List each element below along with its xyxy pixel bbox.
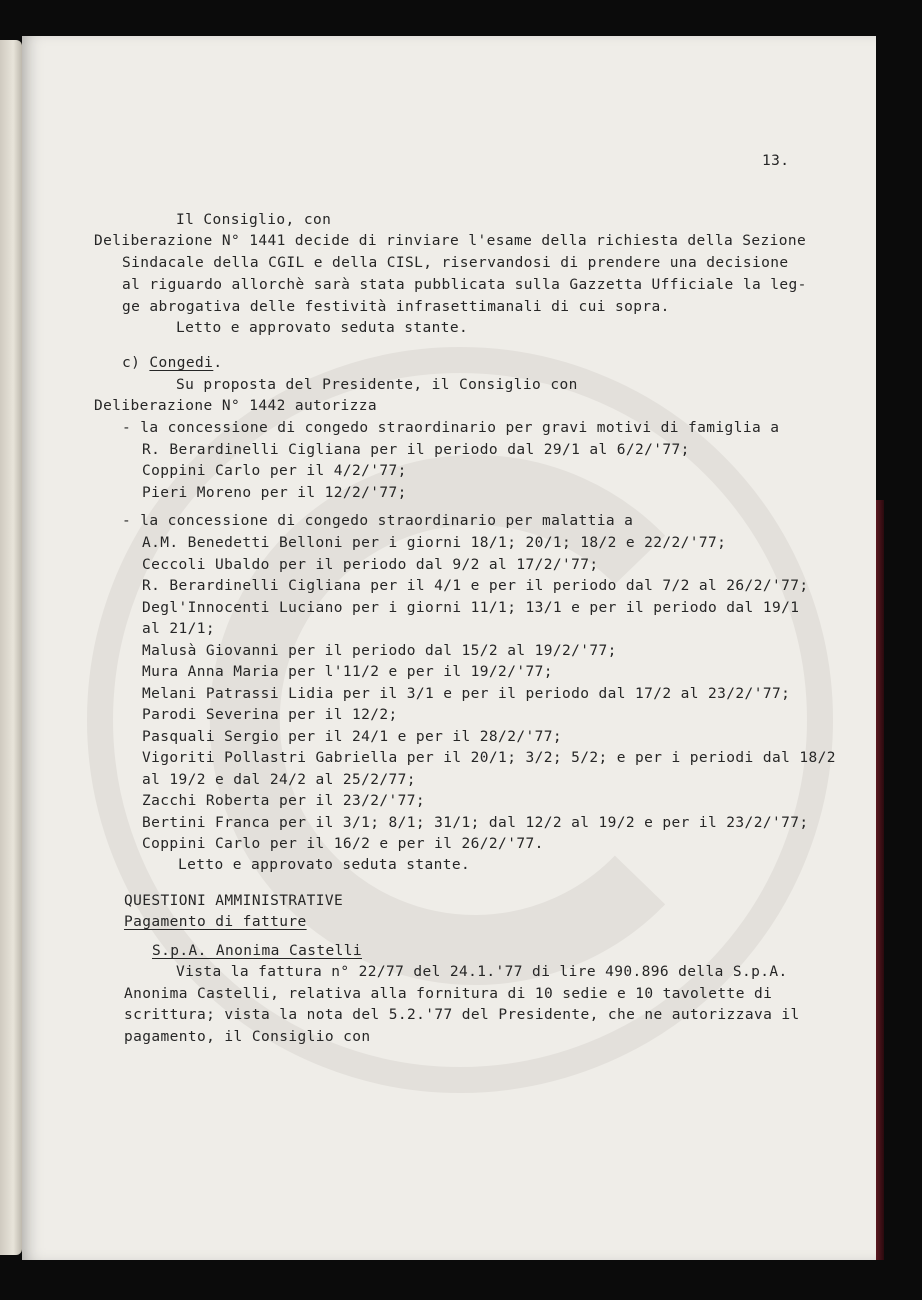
text-line: Letto e approvato seduta stante.: [178, 857, 471, 873]
text-line: Su proposta del Presidente, il Consiglio con: [176, 377, 578, 393]
text-line: ge abrogativa delle festività infrasettimanali di cui sopra.: [122, 299, 670, 315]
text-line: scrittura; vista la nota del 5.2.'77 del Presidente, che ne autorizzava il: [124, 1007, 800, 1023]
text-line: Deliberazione N° 1442 autorizza: [94, 398, 378, 414]
text-line: Sindacale della CGIL e della CISL, riservandosi di prendere una decisione: [122, 255, 789, 271]
text-line: pagamento, il Consiglio con: [124, 1029, 371, 1045]
text-line: Anonima Castelli, relativa alla fornitura di 10 sedie e 10 tavolette di: [124, 986, 773, 1002]
text-line: Vigoriti Pollastri Gabriella per il 20/1; 3/2; 5/2; e per i periodi dal 18/2: [142, 750, 836, 766]
page-number: 13.: [762, 153, 790, 169]
text-line: R. Berardinelli Cigliana per il 4/1 e per il periodo dal 7/2 al 26/2/'77;: [142, 578, 809, 594]
text-line: al 19/2 e dal 24/2 al 25/2/77;: [142, 772, 416, 788]
text-line: Mura Anna Maria per l'11/2 e per il 19/2/'77;: [142, 664, 553, 680]
text-line: Melani Patrassi Lidia per il 3/1 e per il periodo dal 17/2 al 23/2/'77;: [142, 686, 791, 702]
text-line: Deliberazione N° 1441 decide di rinviare l'esame della richiesta della Sezione: [94, 233, 807, 249]
text-line: - la concessione di congedo straordinario per gravi motivi di famiglia a: [122, 420, 780, 436]
text-line: al 21/1;: [142, 621, 216, 637]
binding-edge: [876, 500, 884, 1260]
text-line: - la concessione di congedo straordinario per malattia a: [122, 513, 634, 529]
text-line: Malusà Giovanni per il periodo dal 15/2 al 19/2/'77;: [142, 643, 617, 659]
text-line: Parodi Severina per il 12/2;: [142, 707, 398, 723]
text-line: al riguardo allorchè sarà stata pubblicata sulla Gazzetta Ufficiale la leg-: [122, 277, 807, 293]
subheading-castelli: S.p.A. Anonima Castelli: [152, 943, 362, 959]
text-line: Coppini Carlo per il 16/2 e per il 26/2/'77.: [142, 836, 544, 852]
text-line: Zacchi Roberta per il 23/2/'77;: [142, 793, 426, 809]
left-page-edge: [0, 40, 22, 1255]
text-line: R. Berardinelli Cigliana per il periodo dal 29/1 al 6/2/'77;: [142, 442, 690, 458]
text-line: A.M. Benedetti Belloni per i giorni 18/1; 20/1; 18/2 e 22/2/'77;: [142, 535, 727, 551]
text-line: Ceccoli Ubaldo per il periodo dal 9/2 al 17/2/'77;: [142, 557, 599, 573]
section-heading-questioni: QUESTIONI AMMINISTRATIVE: [124, 893, 344, 909]
text-line: Bertini Franca per il 3/1; 8/1; 31/1; dal 12/2 al 19/2 e per il 23/2/'77;: [142, 815, 809, 831]
congedi-underlined: Congedi: [149, 355, 214, 371]
text-line: Degl'Innocenti Luciano per i giorni 11/1; 13/1 e per il periodo dal 19/1: [142, 600, 800, 616]
text-line: Letto e approvato seduta stante.: [176, 320, 469, 336]
text-line: Pasquali Sergio per il 24/1 e per il 28/2/'77;: [142, 729, 562, 745]
section-heading-congedi: c) Congedi.: [122, 355, 223, 371]
text-line: Il Consiglio, con: [176, 212, 332, 228]
subheading-pagamento: Pagamento di fatture: [124, 914, 307, 930]
text-line: Coppini Carlo per il 4/2/'77;: [142, 463, 407, 479]
text-line: Vista la fattura n° 22/77 del 24.1.'77 di lire 490.896 della S.p.A.: [176, 964, 788, 980]
text-line: Pieri Moreno per il 12/2/'77;: [142, 485, 407, 501]
